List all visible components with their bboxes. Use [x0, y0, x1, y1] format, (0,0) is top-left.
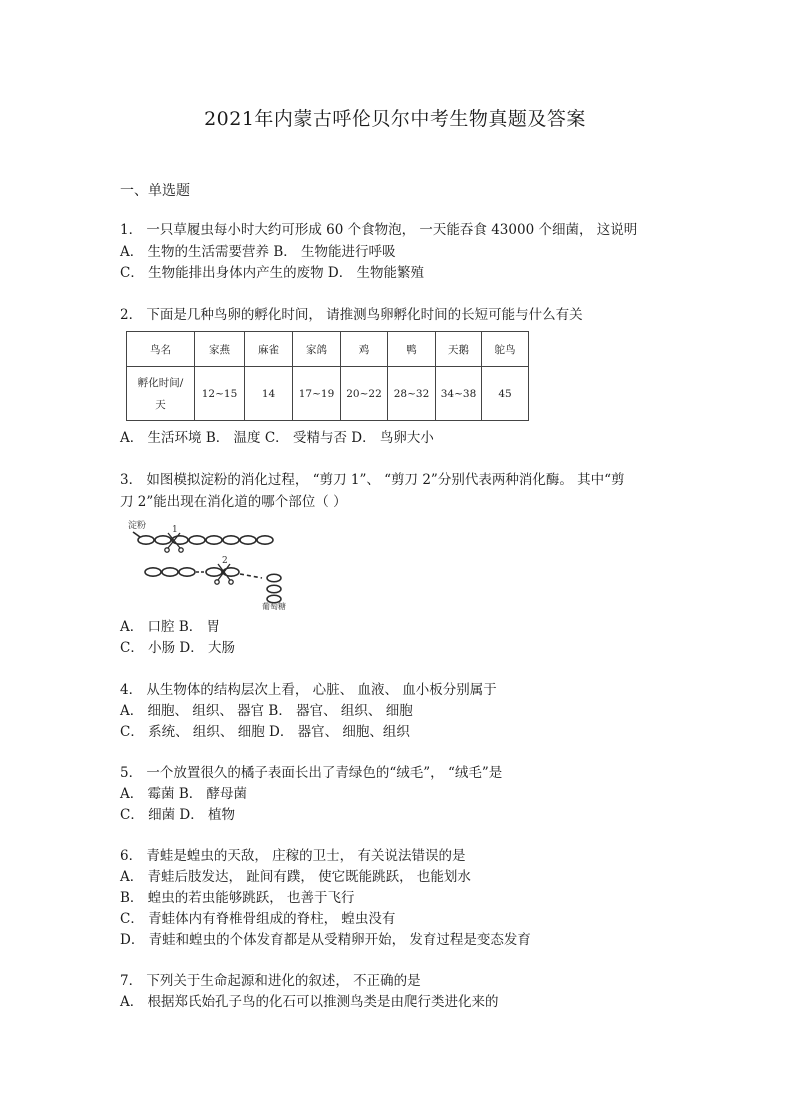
table-cell: 12~15 — [195, 367, 245, 421]
diagram-label-glucose: 葡萄糖 — [262, 602, 286, 610]
q3-stem-line2: 刀 2”能出现在消化道的哪个部位（ ） — [120, 494, 347, 510]
q5-stem: 5． 一个放置很久的橘子表面长出了青绿色的“绒毛”， “绒毛”是 — [120, 765, 503, 781]
q1-options-ab: A． 生物的生活需要营养 B． 生物能进行呼吸 — [120, 244, 396, 260]
table-header-line: 孵化时间/ — [137, 376, 184, 389]
q5-options-ab: A． 霉菌 B． 酵母菌 — [120, 786, 248, 802]
maltose-chain — [145, 568, 262, 578]
q4-options-cd: C． 系统、 组织、 细胞 D． 器官、 细胞、组织 — [120, 724, 410, 740]
q3-stem-line1: 3． 如图模拟淀粉的消化过程， “剪刀 1”、 “剪刀 2”分别代表两种消化酶。 其中“剪 — [120, 472, 625, 488]
table-header-cell — [127, 367, 195, 421]
table-row — [127, 367, 529, 421]
starch-chain — [133, 532, 273, 544]
table-cell: 14 — [245, 367, 293, 421]
table-cell: 鸭 — [388, 332, 436, 367]
q3-options-ab: A． 口腔 B． 胃 — [120, 619, 221, 635]
q7-option-a: A． 根据郑氏始孔子鸟的化石可以推测鸟类是由爬行类进化来的 — [120, 994, 499, 1010]
page-title: 2021年内蒙古呼伦贝尔中考生物真题及答案 — [204, 108, 586, 130]
q6-stem: 6． 青蛙是蝗虫的天敌， 庄稼的卫士， 有关说法错误的是 — [120, 848, 466, 864]
table-cell: 麻雀 — [245, 332, 293, 367]
table-cell: 鸵鸟 — [482, 332, 529, 367]
section-heading: 一、单选题 — [120, 183, 190, 199]
q2-stem: 2． 下面是几种鸟卵的孵化时间， 请推测鸟卵孵化时间的长短可能与什么有关 — [120, 307, 583, 323]
glucose-units — [267, 574, 281, 603]
table-header-cell: 鸟名 — [127, 332, 195, 367]
q4-options-ab: A． 细胞、 组织、 器官 B． 器官、 组织、 细胞 — [120, 703, 413, 719]
q6-option-a: A． 青蛙后肢发达， 趾间有蹼， 使它既能跳跃， 也能划水 — [120, 869, 471, 885]
table-cell: 28~32 — [388, 367, 436, 421]
q5-options-cd: C． 细菌 D． 植物 — [120, 807, 236, 823]
starch-digestion-diagram — [126, 518, 296, 610]
q3-options-cd: C． 小肠 D． 大肠 — [120, 640, 236, 656]
table-cell: 20~22 — [341, 367, 388, 421]
table-cell: 45 — [482, 367, 529, 421]
table-row — [127, 332, 529, 367]
table-cell: 天鹅 — [436, 332, 482, 367]
table-cell: 家鸽 — [293, 332, 341, 367]
diagram-label-starch: 淀粉 — [128, 521, 147, 531]
q1-stem: 1． 一只草履虫每小时大约可形成 60 个食物泡， 一天能吞食 43000 个细菌， 这说明 — [120, 222, 638, 238]
table-cell: 鸡 — [341, 332, 388, 367]
q6-option-d: D． 青蛙和蝗虫的个体发育都是从受精卵开始， 发育过程是变态发育 — [120, 932, 531, 948]
hatching-table — [126, 331, 529, 421]
q2-options: A． 生活环境 B． 温度 C． 受精与否 D． 鸟卵大小 — [120, 430, 434, 446]
q6-option-b: B． 蝗虫的若虫能够跳跃， 也善于飞行 — [120, 890, 355, 906]
table-cell: 17~19 — [293, 367, 341, 421]
table-header-line: 天 — [155, 398, 166, 411]
q4-stem: 4． 从生物体的结构层次上看， 心脏、 血液、 血小板分别属于 — [120, 682, 497, 698]
scissor-1-label: 1 — [172, 525, 178, 535]
q1-options-cd: C． 生物能排出身体内产生的废物 D． 生物能繁殖 — [120, 265, 425, 281]
q7-stem: 7． 下列关于生命起源和进化的叙述， 不正确的是 — [120, 973, 421, 989]
table-cell: 34~38 — [436, 367, 482, 421]
scissor-2-label: 2 — [222, 556, 228, 566]
table-cell: 家燕 — [195, 332, 245, 367]
q6-option-c: C． 青蛙体内有脊椎骨组成的脊柱， 蝗虫没有 — [120, 911, 396, 927]
